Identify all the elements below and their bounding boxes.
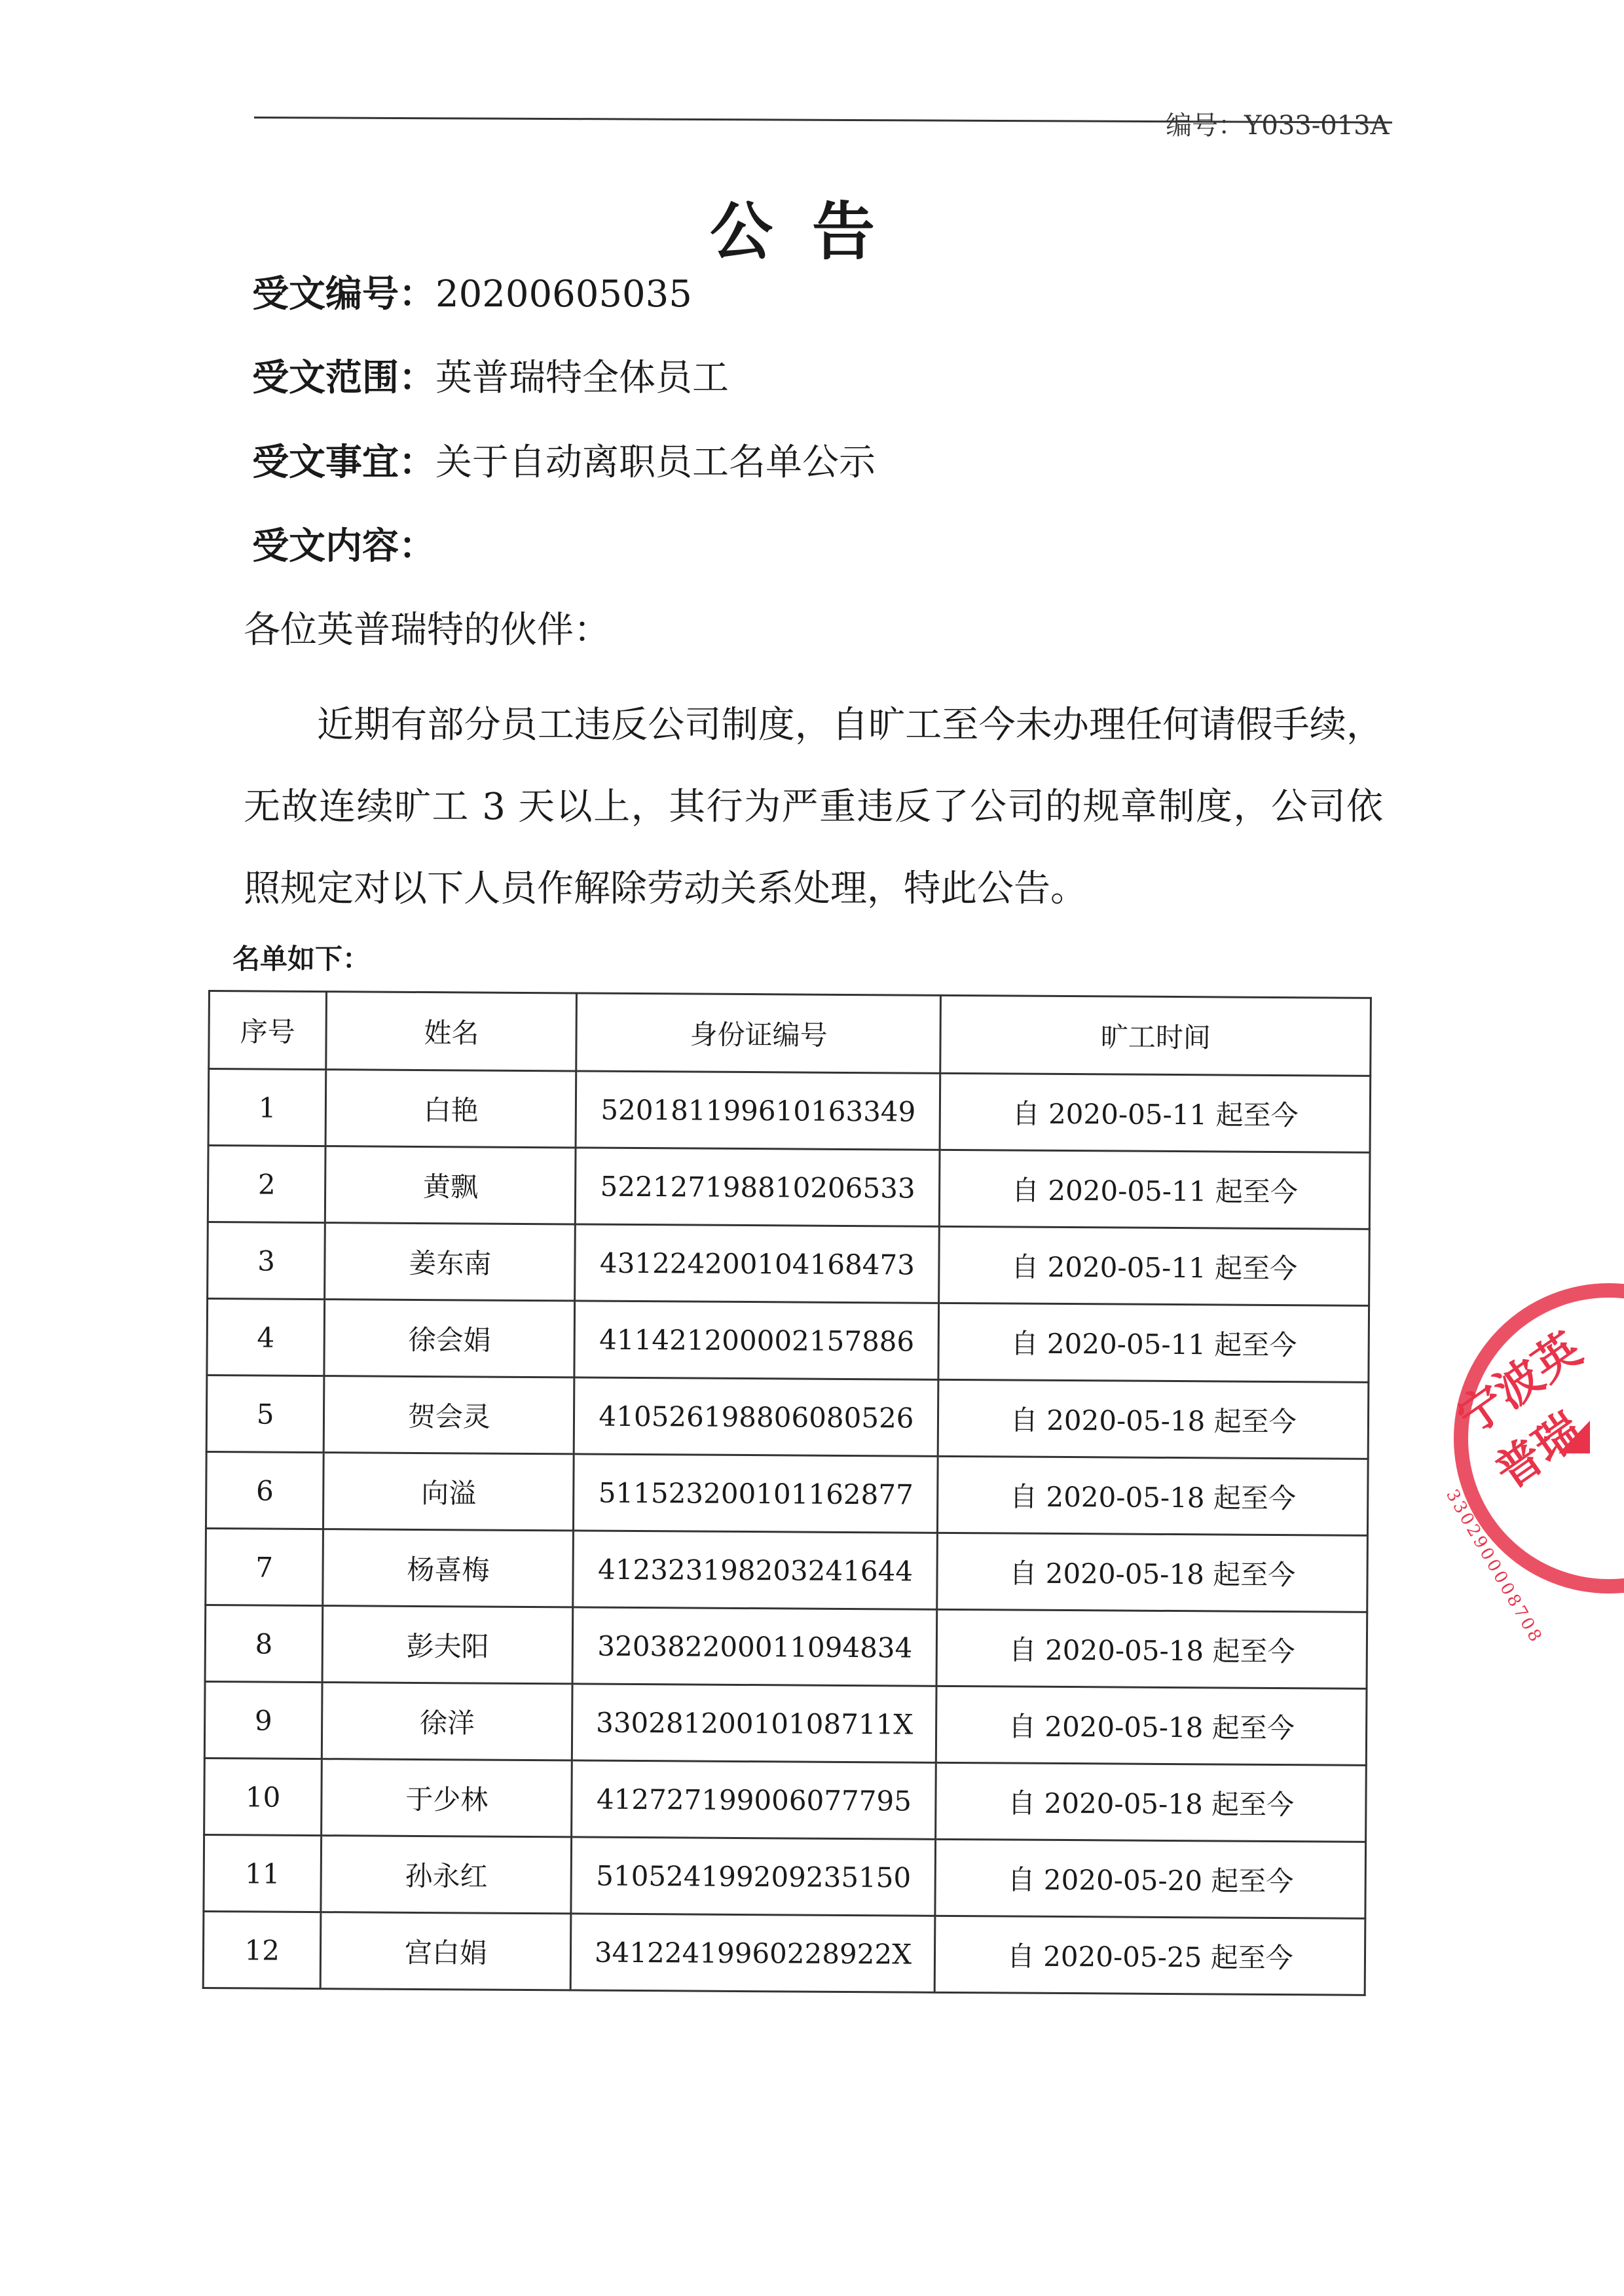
table-row — [206, 1528, 1368, 1612]
cell-id: 412323198203241644 — [573, 1531, 938, 1609]
cell-period: 自 2020-05-11 起至今 — [938, 1303, 1369, 1382]
table-row — [208, 1069, 1371, 1153]
cell-name: 彭夫阳 — [322, 1606, 573, 1684]
cell-id: 410526198806080526 — [574, 1377, 939, 1456]
cell-index: 12 — [203, 1911, 321, 1988]
cell-period: 自 2020-05-18 起至今 — [936, 1762, 1366, 1842]
cell-name: 徐洋 — [322, 1683, 573, 1760]
cell-name: 孙永红 — [321, 1836, 572, 1914]
field-value: 英普瑞特全体员工 — [435, 357, 729, 399]
cell-index: 3 — [208, 1222, 325, 1300]
cell-period: 自 2020-05-11 起至今 — [940, 1150, 1370, 1229]
cell-index: 7 — [206, 1528, 323, 1605]
page-title: 公告 — [710, 194, 914, 268]
field-label: 受文范围： — [252, 356, 435, 399]
cell-index: 11 — [204, 1834, 322, 1912]
cell-index: 1 — [208, 1069, 326, 1146]
field-label: 受文内容： — [252, 524, 435, 568]
table-header-row — [209, 991, 1371, 1076]
field-subject — [252, 433, 876, 486]
cell-id: 510524199209235150 — [571, 1837, 936, 1916]
table-row — [206, 1375, 1369, 1459]
cell-index: 8 — [205, 1605, 323, 1682]
cell-id: 320382200011094834 — [573, 1607, 938, 1686]
cell-period: 自 2020-05-18 起至今 — [938, 1379, 1369, 1459]
field-label: 受文编号： — [252, 272, 435, 316]
cell-index: 2 — [208, 1146, 325, 1223]
cell-name: 杨喜梅 — [323, 1529, 574, 1607]
cell-name: 向溢 — [323, 1453, 574, 1531]
list-label: 名单如下： — [232, 943, 371, 975]
field-value: 20200605035 — [435, 273, 692, 316]
document-number: 编号：Y033-013A — [1166, 111, 1390, 141]
cell-period: 自 2020-05-18 起至今 — [937, 1609, 1367, 1688]
column-header: 序号 — [209, 991, 327, 1070]
cell-name: 于少林 — [322, 1759, 572, 1837]
table-row — [204, 1834, 1366, 1918]
cell-period: 自 2020-05-25 起至今 — [935, 1916, 1365, 1995]
field-doc-id — [252, 265, 692, 318]
table-row — [205, 1605, 1367, 1688]
cell-period: 自 2020-05-20 起至今 — [935, 1839, 1365, 1918]
cell-name: 贺会灵 — [323, 1376, 574, 1454]
cell-id: 411421200002157886 — [574, 1301, 939, 1379]
field-scope — [252, 349, 729, 401]
cell-name: 白艳 — [325, 1070, 576, 1148]
cell-id: 522127198810206533 — [576, 1148, 940, 1226]
dismissal-table — [202, 990, 1372, 1996]
cell-id: 520181199610163349 — [576, 1071, 941, 1150]
cell-id: 511523200101162877 — [574, 1454, 938, 1533]
cell-period: 自 2020-05-11 起至今 — [939, 1226, 1369, 1305]
column-header: 姓名 — [326, 992, 577, 1071]
cell-index: 5 — [206, 1375, 324, 1452]
field-content — [252, 517, 435, 570]
cell-id: 431224200104168473 — [575, 1224, 940, 1303]
cell-id: 34122419960228922X — [571, 1914, 936, 1992]
column-header: 身份证编号 — [576, 993, 941, 1073]
cell-name: 黄飘 — [325, 1146, 576, 1224]
table-row — [203, 1911, 1365, 1995]
body-paragraph: 近期有部分员工违反公司制度，自旷工至今未办理任何请假手续，无故连续旷工 3 天以上，其行为严重违反了公司的规章制度，公司依照规定对以下人员作解除劳动关系处理，特此公告。 — [244, 704, 1383, 910]
field-label: 受文事宜： — [252, 441, 435, 484]
column-header: 旷工时间 — [940, 995, 1371, 1076]
body-text — [244, 684, 1383, 930]
table-row — [207, 1299, 1369, 1383]
cell-index: 10 — [204, 1758, 322, 1835]
salutation: 各位英普瑞特的伙伴： — [244, 609, 610, 651]
cell-name: 姜东南 — [325, 1223, 576, 1301]
cell-index: 9 — [204, 1681, 322, 1758]
table-row — [204, 1681, 1367, 1765]
table-row — [208, 1222, 1370, 1306]
cell-name: 徐会娟 — [324, 1300, 575, 1377]
cell-name: 宫白娟 — [320, 1912, 571, 1990]
cell-period: 自 2020-05-18 起至今 — [937, 1533, 1367, 1612]
seal-code: 3302900008708 — [1442, 1486, 1547, 1648]
cell-index: 4 — [207, 1299, 325, 1376]
cell-id: 412727199006077795 — [572, 1760, 936, 1839]
cell-period: 自 2020-05-18 起至今 — [938, 1456, 1368, 1535]
table-row — [204, 1758, 1367, 1842]
seal-star-icon — [1559, 1421, 1590, 1453]
cell-id: 33028120010108711X — [572, 1684, 937, 1762]
table-row — [206, 1451, 1368, 1535]
field-value: 关于自动离职员工名单公示 — [435, 441, 876, 484]
table-row — [208, 1146, 1370, 1230]
cell-period: 自 2020-05-18 起至今 — [936, 1686, 1367, 1765]
cell-period: 自 2020-05-11 起至今 — [940, 1073, 1371, 1152]
seal-text: 宁波英普瑞 — [1447, 1321, 1592, 1499]
cell-index: 6 — [206, 1451, 323, 1529]
